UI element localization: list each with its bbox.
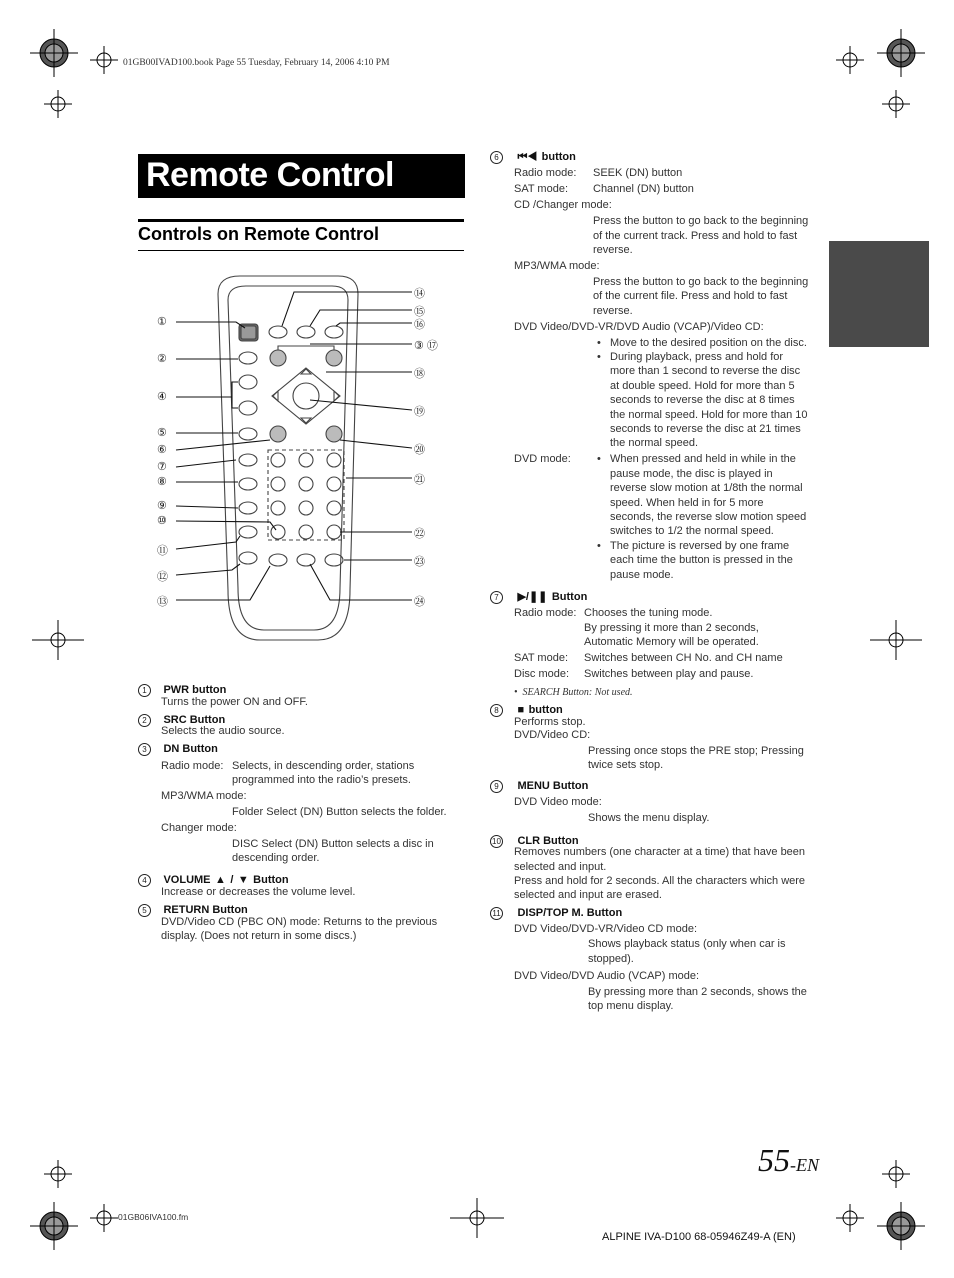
entry-9 (490, 776, 588, 794)
mode-text: Chooses the tuning mode. (584, 607, 713, 619)
play-pause-icon: ▶/❚❚ (517, 591, 548, 603)
entry-title: button (541, 151, 576, 163)
bullet-text: speed. When held in for 5 more (610, 497, 764, 509)
entry-title: MENU Button (517, 780, 589, 792)
entry-number: 7 (490, 591, 503, 604)
entry-number: 8 (490, 704, 503, 717)
callout-14: ⑭ (414, 288, 425, 300)
bullet-text: the normal speed. (610, 437, 699, 449)
callout-13: ⑬ (157, 596, 168, 608)
callout-3-17: ③ ⑰ (414, 340, 438, 352)
up-triangle-icon: ▲ (214, 874, 226, 886)
mode-text: Shows playback status (only when car is (588, 938, 786, 950)
entry-desc: Performs stop. (514, 716, 586, 728)
section-title: Controls on Remote Control (138, 224, 379, 244)
mode-text: Pressing once stops the PRE stop; Pressing (588, 745, 804, 757)
entry-desc: display. (Does not return in some discs.) (161, 930, 357, 942)
mode-label: SAT mode: (514, 652, 569, 664)
mode-label: DVD Video/DVD Audio (VCAP) mode: (514, 970, 700, 982)
entry-title-tail: Button (253, 874, 289, 886)
footer-file: 01GB06IVA100.fm (118, 1212, 189, 1222)
entry-number: 10 (490, 835, 503, 848)
mode-text: By pressing it more than 2 seconds, (584, 622, 759, 634)
mode-text: top menu display. (588, 1000, 674, 1012)
mode-text: of the current file. Press and hold to fast (593, 290, 788, 302)
callout-12: ⑫ (157, 571, 168, 583)
mode-text: reverse. (593, 305, 633, 317)
entry-6 (490, 147, 576, 165)
callout-21: ㉑ (414, 474, 425, 486)
entry-7 (490, 587, 587, 605)
mode-text: Selects, in descending order, stations (232, 760, 415, 772)
bullet-text: pause mode. (610, 569, 674, 581)
mode-label: MP3/WMA mode: (514, 260, 600, 272)
mode-label: DVD Video/DVD-VR/DVD Audio (VCAP)/Video CD: (514, 321, 764, 333)
mode-text: Switches between CH No. and CH name (584, 652, 783, 664)
bullet-text: each time the button is pressed in the (610, 554, 793, 566)
mode-label: MP3/WMA mode: (161, 790, 247, 802)
callout-15: ⑮ (414, 306, 425, 318)
callout-23: ㉓ (414, 556, 425, 568)
entry-desc: Selects the audio source. (161, 725, 285, 737)
callout-7: ⑦ (157, 461, 167, 473)
bullet-dot: • (597, 453, 601, 465)
bullet-text: switches to 1/2 the normal speed. (610, 525, 774, 537)
callout-6: ⑥ (157, 444, 167, 456)
entry-title: CLR Button (517, 835, 579, 847)
entry-3 (138, 739, 218, 757)
mode-text: Switches between play and pause. (584, 668, 754, 680)
mode-text: Press the button to go back to the beginning (593, 215, 809, 227)
bullet-text: seconds, the reverse slow motion speed (610, 511, 807, 523)
entry-title: VOLUME (163, 874, 211, 886)
entry-desc: Removes numbers (one character at a time) that have been (514, 846, 806, 858)
bullet-text: pause mode, the disc is played in (610, 468, 773, 480)
bullet-dot: • (597, 351, 601, 363)
mode-label: Disc mode: (514, 668, 570, 680)
mode-label: Radio mode: (514, 607, 577, 619)
bullet-text: During playback, press and hold for (610, 351, 784, 363)
entry-number: 5 (138, 904, 151, 917)
bullet-dot: • (597, 540, 601, 552)
side-tab (829, 241, 929, 347)
down-triangle-icon: ▼ (237, 874, 249, 886)
bullet-text: When pressed and held in while in the (610, 453, 796, 465)
entry-title: SRC Button (163, 714, 226, 726)
stop-icon: ■ (517, 704, 525, 716)
mode-label: Radio mode: (161, 760, 224, 772)
callout-19: ⑲ (414, 406, 425, 418)
mode-label: DVD/Video CD: (514, 729, 591, 741)
callout-20: ⑳ (414, 444, 425, 456)
entry-desc: Increase or decreases the volume level. (161, 886, 356, 898)
bullet-text: The picture is reversed by one frame (610, 540, 790, 552)
bullet-text: Move to the desired position on the disc. (610, 337, 807, 349)
mode-text: Automatic Memory will be operated. (584, 636, 759, 648)
entry-desc: DVD/Video CD (PBC ON) mode: Returns to the previous (161, 916, 438, 928)
mode-label: Radio mode: (514, 167, 577, 179)
entry-title-sep: / (230, 874, 234, 886)
mode-text: DISC Select (DN) Button selects a disc in (232, 838, 434, 850)
footer-product: ALPINE IVA-D100 68-05946Z49-A (EN) (602, 1231, 796, 1243)
entry-11 (490, 903, 622, 921)
bullet-text: seconds to reverse the disc at 8 times (610, 394, 795, 406)
page-title: Remote Control (146, 156, 394, 194)
page-number-suffix: -EN (790, 1155, 819, 1175)
bullet-text: seconds to reverse the disc at 21 times (610, 423, 801, 435)
mode-label: DVD Video/DVD-VR/Video CD mode: (514, 923, 698, 935)
mode-text: programmed into the radio’s presets. (232, 774, 411, 786)
callout-10: ⑩ (157, 515, 167, 527)
entry-desc: selected and input are erased. (514, 889, 662, 901)
mode-text: By pressing more than 2 seconds, shows the (588, 986, 807, 998)
mode-text: reverse. (593, 244, 633, 256)
entry-title: Button (551, 591, 588, 603)
entry-title: DN Button (163, 743, 218, 755)
page-number (758, 1142, 819, 1179)
callout-8: ⑧ (157, 476, 167, 488)
file-info-header: 01GB00IVAD100.book Page 55 Tuesday, February 14, 2006 4:10 PM (123, 58, 390, 68)
bullet-text: the normal speed. Hold for more than 10 (610, 409, 808, 421)
callout-1: ① (157, 316, 167, 328)
callout-22: ㉒ (414, 528, 425, 540)
bullet-text: more than 1 second to reverse the disc (610, 365, 801, 377)
callout-5: ⑤ (157, 427, 167, 439)
bullet-text: reverse slow motion at 1/8th the normal (610, 482, 803, 494)
entry-number: 3 (138, 743, 151, 756)
remote-control-diagram (150, 270, 440, 655)
entry-title: PWR button (163, 684, 227, 696)
entry-number: 1 (138, 684, 151, 697)
section-rule-bottom (138, 250, 464, 251)
callout-9: ⑨ (157, 500, 167, 512)
skip-back-icon: ⏮◀ (517, 151, 538, 163)
mode-text: of the current track. Press and hold to fast (593, 230, 798, 242)
entry-number: 6 (490, 151, 503, 164)
mode-text: Press the button to go back to the beginning (593, 276, 809, 288)
mode-text: Folder Select (DN) Button selects the folder. (232, 806, 447, 818)
callout-16: ⑯ (414, 319, 425, 331)
mode-text: stopped). (588, 953, 634, 965)
callout-18: ⑱ (414, 368, 425, 380)
mode-text: descending order. (232, 852, 320, 864)
entry-title: button (528, 704, 563, 716)
mode-text: SEEK (DN) button (593, 167, 683, 179)
mode-label: DVD mode: (514, 453, 571, 465)
title-banner (138, 154, 465, 198)
mode-text: twice sets stop. (588, 759, 664, 771)
entry-desc: Turns the power ON and OFF. (161, 696, 308, 708)
entry-number: 11 (490, 907, 503, 920)
entry-desc: selected and input. (514, 861, 607, 873)
entry-desc: Press and hold for 2 seconds. All the characters which were (514, 875, 806, 887)
mode-label: DVD Video mode: (514, 796, 602, 808)
entry-title: DISP/TOP M. Button (517, 907, 623, 919)
mode-text: Shows the menu display. (588, 812, 710, 824)
entry-number: 4 (138, 874, 151, 887)
mode-label: SAT mode: (514, 183, 569, 195)
bullet-dot: • (597, 337, 601, 349)
entry-number: 2 (138, 714, 151, 727)
callout-2: ② (157, 353, 167, 365)
mode-label: Changer mode: (161, 822, 237, 834)
section-rule-top (138, 219, 464, 222)
mode-label: CD /Changer mode: (514, 199, 612, 211)
callout-4: ④ (157, 391, 167, 403)
callout-11: ⑪ (157, 545, 168, 557)
note-text: SEARCH Button: Not used. (522, 687, 633, 698)
bullet-text: at double speed. Hold for more than 5 (610, 380, 795, 392)
note: • SEARCH Button: Not used. (514, 687, 633, 698)
page-number-value: 55 (758, 1142, 790, 1178)
entry-number: 9 (490, 780, 503, 793)
mode-text: Channel (DN) button (593, 183, 694, 195)
callout-24: ㉔ (414, 596, 425, 608)
entry-title: RETURN Button (163, 904, 248, 916)
